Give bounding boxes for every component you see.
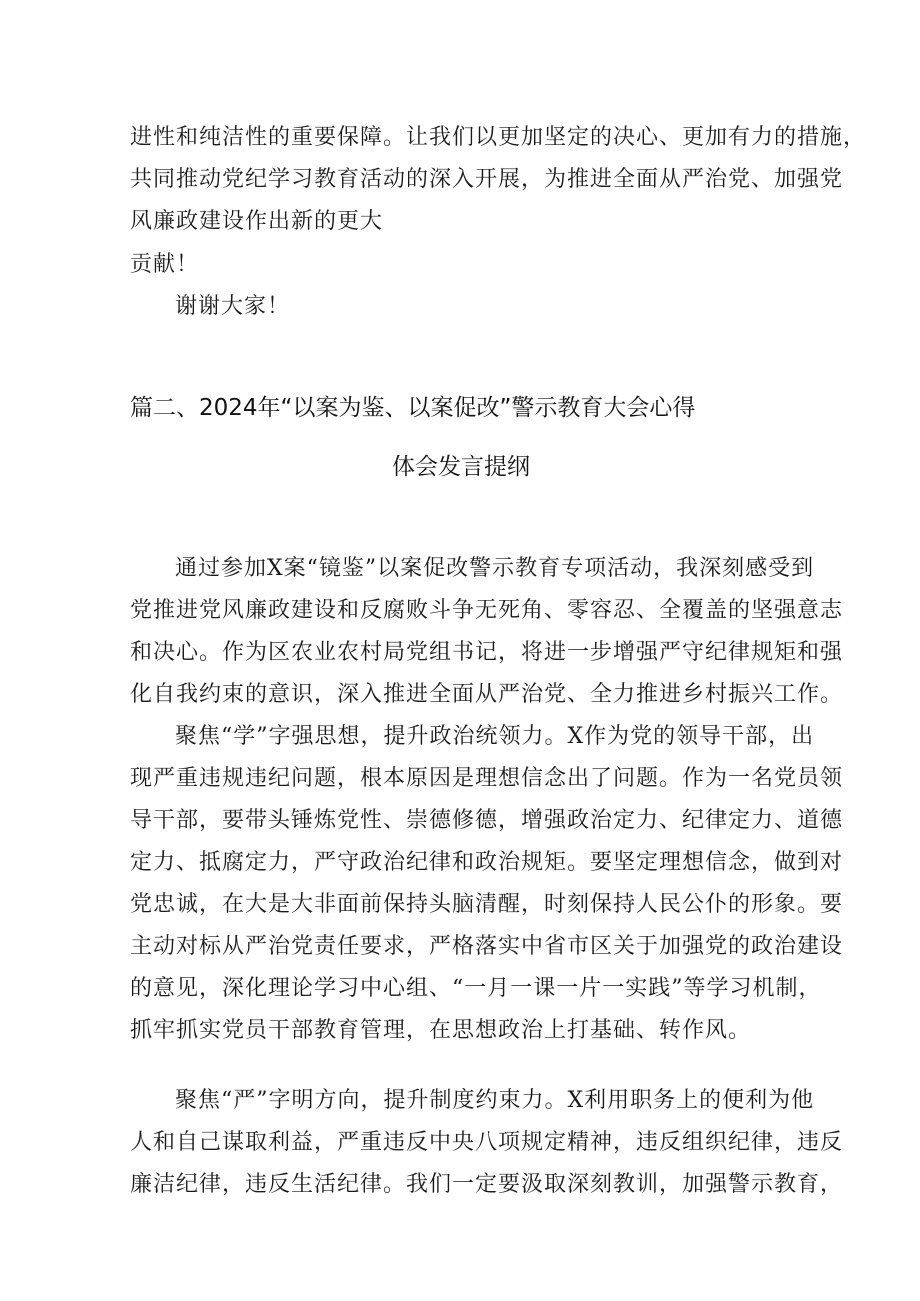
paragraph-line: 党忠诚，在大是大非面前保持头脑清醒，时刻保持人民公仆的形象。要: [130, 892, 844, 917]
paragraph-line: 人和自己谋取利益，严重违反中央八项规定精神，违反组织纪律，违反: [130, 1130, 844, 1155]
paragraph-line: 廉洁纪律，违反生活纪律。我们一定要汲取深刻教训，加强警示教育，: [130, 1172, 844, 1197]
paragraph-line: 的意见，深化理论学习中心组、“一月一课一片一实践”等学习机制，: [130, 976, 822, 1001]
article-title-continued: 体会发言提纲: [392, 454, 530, 480]
paragraph-line: 定力、抵腐定力，严守政治纪律和政治规矩。要坚定理想信念，做到对: [130, 850, 844, 875]
paragraph-line: 现严重违规违纪问题，根本原因是理想信念出了问题。作为一名党员领: [130, 766, 844, 791]
text-line: 共同推动党纪学习教育活动的深入开展，为推进全面从严治党、加强党: [130, 167, 844, 192]
paragraph-line: 主动对标从严治党责任要求，严格落实中省市区关于加强党的政治建设: [130, 934, 844, 959]
closing-line: 谢谢大家！: [175, 294, 291, 319]
text-line: 进性和纯洁性的重要保障。让我们以更加坚定的决心、更加有力的措施，: [130, 125, 867, 150]
paragraph-line: 和决心。作为区农业农村局党组书记，将进一步增强严守纪律规矩和强: [130, 640, 844, 665]
paragraph-line: 聚焦“严”字明方向，提升制度约束力。X利用职务上的便利为他: [175, 1088, 815, 1113]
paragraph-line: 聚焦“学”字强思想，提升政治统领力。X作为党的领导干部，出: [175, 724, 815, 749]
paragraph-line: 党推进党风廉政建设和反腐败斗争无死角、零容忍、全覆盖的坚强意志: [130, 598, 844, 623]
paragraph-line: 通过参加X案“镜鉴”以案促改警示教育专项活动，我深刻感受到: [175, 556, 815, 581]
text-line: 贡献！: [130, 252, 200, 277]
article-title: 篇二、2024年“以案为鉴、以案促改”警示教育大会心得: [130, 395, 696, 421]
paragraph-line: 导干部，要带头锤炼党性、崇德修德，增强政治定力、纪律定力、道德: [130, 808, 844, 833]
paragraph-line: 抓牢抓实党员干部教育管理，在思想政治上打基础、转作风。: [130, 1018, 752, 1043]
text-line: 风廉政建设作出新的更大: [130, 209, 384, 234]
paragraph-line: 化自我约束的意识，深入推进全面从严治党、全力推进乡村振兴工作。: [130, 682, 844, 707]
